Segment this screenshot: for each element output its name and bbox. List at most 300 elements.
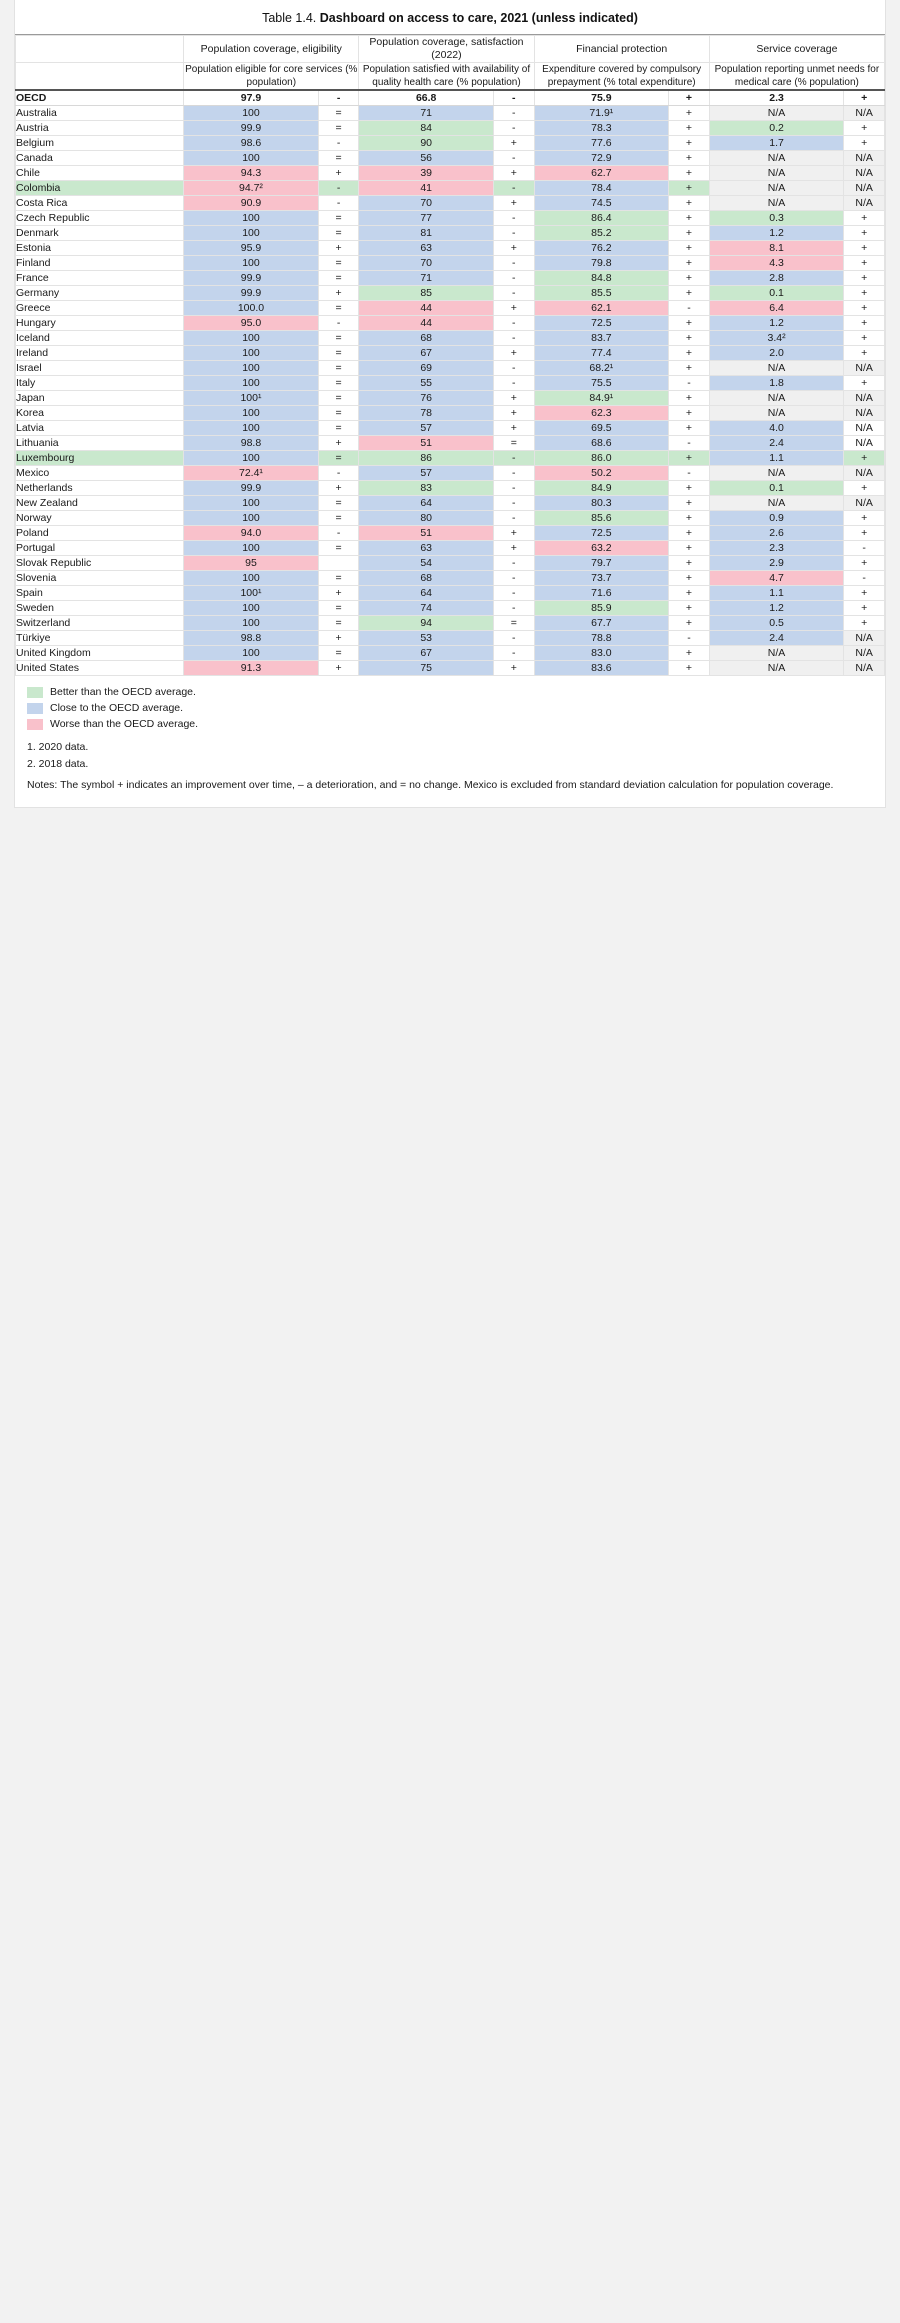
row-value: 2.4 — [709, 436, 844, 451]
row-country-label: Chile — [16, 166, 184, 181]
row-country-label: Norway — [16, 511, 184, 526]
row-trend-symbol: - — [318, 466, 359, 481]
row-value: 2.4 — [709, 631, 844, 646]
table-row — [16, 466, 885, 481]
row-value: 1.8 — [709, 376, 844, 391]
row-trend-symbol: N/A — [844, 436, 885, 451]
row-trend-symbol: + — [493, 166, 534, 181]
row-value: 51 — [359, 436, 494, 451]
row-trend-symbol: + — [844, 316, 885, 331]
row-value: 71 — [359, 271, 494, 286]
row-trend-symbol: + — [669, 271, 710, 286]
row-value: N/A — [709, 196, 844, 211]
row-trend-symbol: + — [669, 406, 710, 421]
row-value: 100 — [184, 376, 319, 391]
row-trend-symbol: - — [493, 511, 534, 526]
table-row — [16, 316, 885, 331]
row-trend-symbol: + — [669, 526, 710, 541]
row-trend-symbol: + — [844, 586, 885, 601]
row-trend-symbol: = — [318, 151, 359, 166]
row-value: 85.5 — [534, 286, 669, 301]
row-value: 44 — [359, 301, 494, 316]
row-value: 69 — [359, 361, 494, 376]
row-value: 1.1 — [709, 586, 844, 601]
row-trend-symbol: - — [493, 601, 534, 616]
row-country-label: Lithuania — [16, 436, 184, 451]
row-trend-symbol: - — [493, 361, 534, 376]
row-trend-symbol: N/A — [844, 181, 885, 196]
row-trend-symbol: + — [669, 601, 710, 616]
row-trend-symbol: + — [844, 526, 885, 541]
row-value: 99.9 — [184, 271, 319, 286]
row-country-label: Spain — [16, 586, 184, 601]
table-row — [16, 496, 885, 511]
row-trend-symbol: - — [493, 451, 534, 466]
row-value: N/A — [709, 151, 844, 166]
table-row — [16, 151, 885, 166]
row-trend-symbol: - — [493, 571, 534, 586]
row-trend-symbol: = — [318, 616, 359, 631]
row-trend-symbol: + — [669, 586, 710, 601]
row-trend-symbol: = — [318, 496, 359, 511]
row-trend-symbol: N/A — [844, 406, 885, 421]
row-trend-symbol: + — [493, 241, 534, 256]
legend-item-better — [27, 686, 873, 698]
row-trend-symbol: N/A — [844, 106, 885, 121]
row-trend-symbol: + — [493, 661, 534, 676]
row-trend-symbol: = — [318, 256, 359, 271]
row-trend-symbol: - — [493, 586, 534, 601]
row-value: 95.0 — [184, 316, 319, 331]
row-value: 91.3 — [184, 661, 319, 676]
row-value: 84 — [359, 121, 494, 136]
row-value: 75.9 — [534, 90, 669, 106]
row-trend-symbol: + — [669, 196, 710, 211]
row-value: 100 — [184, 106, 319, 121]
row-value: 63 — [359, 241, 494, 256]
row-trend-symbol: N/A — [844, 496, 885, 511]
row-trend-symbol: = — [318, 451, 359, 466]
row-value: 1.2 — [709, 601, 844, 616]
row-value: 79.7 — [534, 556, 669, 571]
row-value: 80.3 — [534, 496, 669, 511]
row-trend-symbol: + — [844, 136, 885, 151]
row-trend-symbol: + — [669, 286, 710, 301]
row-value: 50.2 — [534, 466, 669, 481]
table-row — [16, 241, 885, 256]
table-row — [16, 301, 885, 316]
table-row — [16, 196, 885, 211]
row-country-label: Colombia — [16, 181, 184, 196]
row-value: 94.7² — [184, 181, 319, 196]
row-value: 100 — [184, 541, 319, 556]
row-trend-symbol: + — [669, 421, 710, 436]
row-country-label: Slovenia — [16, 571, 184, 586]
table-row — [16, 226, 885, 241]
row-trend-symbol: - — [493, 181, 534, 196]
table-title-number: Table 1.4. — [262, 11, 320, 25]
row-value: 74.5 — [534, 196, 669, 211]
row-country-label: Sweden — [16, 601, 184, 616]
row-value: N/A — [709, 166, 844, 181]
row-value: 2.3 — [709, 541, 844, 556]
row-value: 1.7 — [709, 136, 844, 151]
row-trend-symbol: - — [493, 121, 534, 136]
row-value: 100 — [184, 646, 319, 661]
row-trend-symbol: - — [318, 196, 359, 211]
row-country-label: Mexico — [16, 466, 184, 481]
row-country-label: Japan — [16, 391, 184, 406]
row-value: 0.1 — [709, 286, 844, 301]
row-trend-symbol: N/A — [844, 421, 885, 436]
header-sub-satisfied-quality-care: Population satisfied with availability of quality health care (% population) — [359, 63, 534, 91]
row-country-label: Israel — [16, 361, 184, 376]
row-value: 71.6 — [534, 586, 669, 601]
row-value: 53 — [359, 631, 494, 646]
header-sub-eligible-core-services: Population eligible for core services (% population) — [185, 64, 358, 88]
row-country-label: Türkiye — [16, 631, 184, 646]
legend-item-worse — [27, 718, 873, 730]
table-row — [16, 631, 885, 646]
row-value: 83.7 — [534, 331, 669, 346]
row-value: 51 — [359, 526, 494, 541]
row-trend-symbol: + — [318, 481, 359, 496]
row-value: 81 — [359, 226, 494, 241]
row-trend-symbol: - — [493, 286, 534, 301]
row-value: 2.3 — [709, 90, 844, 106]
row-value: 100 — [184, 151, 319, 166]
row-trend-symbol: N/A — [844, 646, 885, 661]
row-value: 76 — [359, 391, 494, 406]
row-value: 39 — [359, 166, 494, 181]
table-row — [16, 646, 885, 661]
row-trend-symbol: + — [318, 661, 359, 676]
row-trend-symbol: + — [844, 601, 885, 616]
row-trend-symbol: - — [493, 556, 534, 571]
row-trend-symbol: - — [844, 571, 885, 586]
row-trend-symbol: = — [493, 616, 534, 631]
table-row — [16, 286, 885, 301]
row-country-label: Netherlands — [16, 481, 184, 496]
row-country-label: United States — [16, 661, 184, 676]
row-value: 41 — [359, 181, 494, 196]
row-value: 0.9 — [709, 511, 844, 526]
legend-label-worse: Worse than the OECD average. — [50, 718, 199, 730]
row-value: N/A — [709, 181, 844, 196]
row-value: 100¹ — [184, 391, 319, 406]
row-value: 67 — [359, 346, 494, 361]
row-trend-symbol: = — [318, 331, 359, 346]
row-trend-symbol: - — [318, 316, 359, 331]
header-group-eligibility: Population coverage, eligibility — [184, 36, 359, 63]
row-value: 77 — [359, 211, 494, 226]
row-trend-symbol: + — [493, 406, 534, 421]
row-value: N/A — [709, 466, 844, 481]
row-trend-symbol: + — [318, 631, 359, 646]
row-trend-symbol: = — [318, 601, 359, 616]
row-value: 100 — [184, 211, 319, 226]
row-value: 71 — [359, 106, 494, 121]
row-trend-symbol: + — [493, 541, 534, 556]
row-trend-symbol: - — [669, 436, 710, 451]
row-value: N/A — [709, 406, 844, 421]
row-trend-symbol: - — [493, 226, 534, 241]
row-trend-symbol: + — [669, 496, 710, 511]
row-country-label: Germany — [16, 286, 184, 301]
row-value: 72.5 — [534, 526, 669, 541]
row-trend-symbol: = — [318, 301, 359, 316]
row-value: 74 — [359, 601, 494, 616]
row-value: 62.1 — [534, 301, 669, 316]
row-trend-symbol: + — [669, 571, 710, 586]
row-trend-symbol: = — [318, 376, 359, 391]
header-group-satisfaction: Population coverage, satisfaction (2022) — [359, 36, 534, 63]
table-row — [16, 511, 885, 526]
row-value: 100 — [184, 406, 319, 421]
row-value: 70 — [359, 196, 494, 211]
row-value: 100 — [184, 571, 319, 586]
row-value: 79.8 — [534, 256, 669, 271]
legend — [15, 676, 885, 736]
row-trend-symbol: - — [493, 481, 534, 496]
row-trend-symbol: N/A — [844, 361, 885, 376]
row-trend-symbol: + — [844, 301, 885, 316]
row-value: 1.2 — [709, 316, 844, 331]
table-sheet — [14, 0, 886, 808]
row-trend-symbol: + — [669, 151, 710, 166]
row-value: 77.6 — [534, 136, 669, 151]
table-title — [15, 0, 885, 35]
row-value: 72.5 — [534, 316, 669, 331]
row-value: 76.2 — [534, 241, 669, 256]
table-row — [16, 376, 885, 391]
row-country-label: Iceland — [16, 331, 184, 346]
row-value: 97.9 — [184, 90, 319, 106]
row-trend-symbol: + — [669, 451, 710, 466]
row-trend-symbol: + — [669, 256, 710, 271]
table-row — [16, 391, 885, 406]
row-value: 4.3 — [709, 256, 844, 271]
row-value: N/A — [709, 391, 844, 406]
row-trend-symbol: + — [844, 256, 885, 271]
row-trend-symbol: + — [669, 166, 710, 181]
legend-item-close — [27, 702, 873, 714]
row-value: 85.9 — [534, 601, 669, 616]
header-sub-unmet-needs: Population reporting unmet needs for medical care (% population) — [709, 63, 884, 91]
row-value: 73.7 — [534, 571, 669, 586]
header-group-financial-protection: Financial protection — [534, 36, 709, 63]
row-trend-symbol: = — [493, 436, 534, 451]
row-trend-symbol: N/A — [844, 391, 885, 406]
row-value: 98.8 — [184, 631, 319, 646]
row-value: 84.8 — [534, 271, 669, 286]
row-value: 67 — [359, 646, 494, 661]
row-trend-symbol: - — [493, 211, 534, 226]
row-value: 83 — [359, 481, 494, 496]
row-value: 100 — [184, 451, 319, 466]
table-row — [16, 586, 885, 601]
row-value: 86.0 — [534, 451, 669, 466]
row-country-label: Estonia — [16, 241, 184, 256]
row-trend-symbol: = — [318, 271, 359, 286]
row-trend-symbol: + — [669, 646, 710, 661]
table-row — [16, 121, 885, 136]
table-row — [16, 166, 885, 181]
row-value: 68 — [359, 331, 494, 346]
legend-swatch-pink-icon — [27, 719, 43, 730]
row-trend-symbol: + — [844, 286, 885, 301]
row-country-label: France — [16, 271, 184, 286]
row-trend-symbol: - — [493, 256, 534, 271]
row-trend-symbol: - — [493, 271, 534, 286]
row-trend-symbol: + — [844, 451, 885, 466]
table-notes — [15, 736, 885, 807]
row-trend-symbol: - — [493, 631, 534, 646]
row-value: 55 — [359, 376, 494, 391]
row-trend-symbol: - — [493, 376, 534, 391]
table-row — [16, 616, 885, 631]
row-value: 3.4² — [709, 331, 844, 346]
row-trend-symbol: + — [844, 511, 885, 526]
row-trend-symbol: - — [318, 90, 359, 106]
row-country-label: Austria — [16, 121, 184, 136]
row-value: N/A — [709, 361, 844, 376]
row-trend-symbol — [318, 556, 359, 571]
row-trend-symbol: + — [669, 331, 710, 346]
table-row — [16, 256, 885, 271]
table-row — [16, 556, 885, 571]
row-trend-symbol: + — [669, 241, 710, 256]
table-row — [16, 271, 885, 286]
row-value: 85.6 — [534, 511, 669, 526]
row-trend-symbol: + — [493, 301, 534, 316]
row-trend-symbol: + — [669, 361, 710, 376]
row-value: 95 — [184, 556, 319, 571]
row-trend-symbol: + — [669, 211, 710, 226]
row-value: 68.2¹ — [534, 361, 669, 376]
row-trend-symbol: + — [318, 286, 359, 301]
row-trend-symbol: - — [493, 151, 534, 166]
row-value: 75 — [359, 661, 494, 676]
row-trend-symbol: + — [844, 616, 885, 631]
table-row — [16, 571, 885, 586]
row-trend-symbol: = — [318, 571, 359, 586]
row-country-label: OECD — [16, 90, 184, 106]
row-trend-symbol: + — [669, 226, 710, 241]
row-country-label: Slovak Republic — [16, 556, 184, 571]
row-value: 67.7 — [534, 616, 669, 631]
header-group-service-coverage: Service coverage — [709, 36, 884, 63]
row-value: 1.2 — [709, 226, 844, 241]
row-value: 68 — [359, 571, 494, 586]
footnote-2: 2. 2018 data. — [27, 758, 89, 770]
row-trend-symbol: = — [318, 226, 359, 241]
row-trend-symbol: + — [318, 241, 359, 256]
footnote-1: 1. 2020 data. — [27, 741, 89, 753]
row-value: 0.3 — [709, 211, 844, 226]
row-trend-symbol: N/A — [844, 631, 885, 646]
row-trend-symbol: + — [669, 316, 710, 331]
general-notes: Notes: The symbol + indicates an improvement over time, – a deterioration, and = no change. Mexico is excluded from standard deviation calculation for population coverage. — [27, 779, 834, 791]
row-value: 84.9 — [534, 481, 669, 496]
row-trend-symbol: - — [669, 631, 710, 646]
row-trend-symbol: + — [669, 181, 710, 196]
row-value: 57 — [359, 466, 494, 481]
row-trend-symbol: + — [493, 136, 534, 151]
row-trend-symbol: - — [669, 376, 710, 391]
row-value: 72.4¹ — [184, 466, 319, 481]
row-country-label: Canada — [16, 151, 184, 166]
row-trend-symbol: - — [318, 136, 359, 151]
row-country-label: Costa Rica — [16, 196, 184, 211]
row-country-label: Italy — [16, 376, 184, 391]
row-value: 100 — [184, 616, 319, 631]
row-trend-symbol: - — [669, 301, 710, 316]
row-trend-symbol: + — [844, 90, 885, 106]
row-country-label: Poland — [16, 526, 184, 541]
row-value: 64 — [359, 496, 494, 511]
row-country-label: Portugal — [16, 541, 184, 556]
row-trend-symbol: + — [318, 436, 359, 451]
row-value: 0.2 — [709, 121, 844, 136]
row-value: 62.3 — [534, 406, 669, 421]
row-trend-symbol: = — [318, 121, 359, 136]
row-country-label: Luxembourg — [16, 451, 184, 466]
row-trend-symbol: = — [318, 211, 359, 226]
row-trend-symbol: + — [844, 346, 885, 361]
row-trend-symbol: + — [669, 511, 710, 526]
table-row — [16, 541, 885, 556]
row-trend-symbol: - — [493, 90, 534, 106]
row-trend-symbol: + — [844, 121, 885, 136]
row-value: 94 — [359, 616, 494, 631]
row-trend-symbol: - — [493, 496, 534, 511]
table-row — [16, 526, 885, 541]
row-trend-symbol: + — [669, 556, 710, 571]
row-value: 100¹ — [184, 586, 319, 601]
row-trend-symbol: + — [493, 196, 534, 211]
row-trend-symbol: + — [844, 331, 885, 346]
row-value: 2.6 — [709, 526, 844, 541]
row-country-label: Finland — [16, 256, 184, 271]
row-value: 63.2 — [534, 541, 669, 556]
row-value: 100 — [184, 256, 319, 271]
row-value: 4.0 — [709, 421, 844, 436]
row-trend-symbol: = — [318, 346, 359, 361]
row-trend-symbol: = — [318, 106, 359, 121]
row-trend-symbol: N/A — [844, 196, 885, 211]
row-country-label: United Kingdom — [16, 646, 184, 661]
row-value: 100 — [184, 346, 319, 361]
row-trend-symbol: - — [493, 646, 534, 661]
row-value: 4.7 — [709, 571, 844, 586]
row-value: N/A — [709, 661, 844, 676]
row-value: 0.1 — [709, 481, 844, 496]
header-group-row — [16, 36, 885, 63]
row-trend-symbol: + — [318, 166, 359, 181]
row-value: 72.9 — [534, 151, 669, 166]
row-value: 64 — [359, 586, 494, 601]
row-trend-symbol: + — [669, 616, 710, 631]
row-trend-symbol: + — [844, 271, 885, 286]
row-value: N/A — [709, 646, 844, 661]
row-trend-symbol: + — [844, 376, 885, 391]
row-trend-symbol: + — [669, 121, 710, 136]
row-trend-symbol: N/A — [844, 466, 885, 481]
row-value: N/A — [709, 106, 844, 121]
header-corner-blank-2 — [16, 63, 184, 91]
row-trend-symbol: = — [318, 541, 359, 556]
